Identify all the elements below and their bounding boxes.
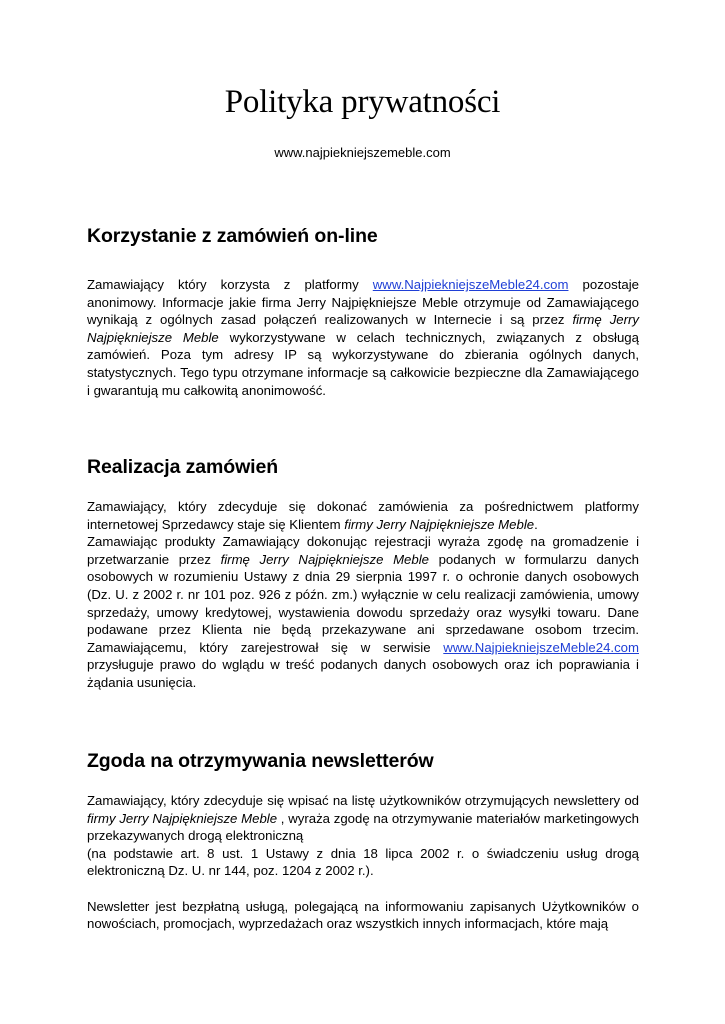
- text-span: przysługuje prawo do wglądu w treść podanych danych osobowych oraz ich poprawiania i żądania usunięcia.: [87, 657, 639, 690]
- service-link[interactable]: www.NajpiekniejszeMeble24.com: [443, 639, 639, 655]
- text-span: Zamawiający, który zdecyduje się wpisać na listę użytkowników otrzymujących newslettery od: [87, 793, 639, 808]
- section-heading-online-orders: Korzystanie z zamówień on-line: [87, 225, 378, 247]
- text-span: Zamawiający który korzysta z platformy: [87, 277, 373, 292]
- company-name-italic: firmy Jerry Najpiękniejsze Meble: [344, 516, 535, 532]
- section-online-orders: [87, 225, 639, 248]
- company-name-italic: firmę Jerry Najpiękniejsze Meble: [87, 312, 639, 345]
- paragraph-client: [87, 498, 639, 533]
- section-heading-newsletter: Zgoda na otrzymywania newsletterów: [87, 750, 434, 772]
- text-span: , wyraża zgodę na otrzymywanie materiałów marketingowych przekazywanych drogą elektroniczną: [87, 810, 639, 844]
- section-heading-order-fulfillment: Realizacja zamówień: [87, 456, 279, 478]
- text-span: wykorzystywane w celach technicznych, związanych z obsługą zamówień. Poza tym adresy IP są wykorzystywane do zbierania ogólnych danych, statystycznych. Tego typu otrzymane informacje są całkowicie bezpieczne dla Zamawiającego i gwarantują mu całkowitą anonimowość.: [87, 329, 639, 398]
- text-span: Zamawiający, który zdecyduje się dokonać zamówienia za pośrednictwem platformy internetowej Sprzedawcy staje się Klientem: [87, 499, 639, 532]
- section-online-orders-body: [87, 276, 639, 399]
- paragraph-newsletter-description: Newsletter jest bezpłatną usługą, polegającą na informowaniu zapisanych Użytkowników o nowościach, promocjach, wyprzedażach oraz wszystkich innych informacjach, które mają: [87, 898, 639, 932]
- text-span: .: [534, 516, 538, 532]
- section-newsletter-body: [87, 792, 639, 933]
- document-title: Polityka prywatności: [224, 84, 501, 120]
- paragraph-online-orders: [87, 276, 639, 399]
- section-order-fulfillment-body: [87, 498, 639, 692]
- text-span: podanych w formularzu danych osobowych w rozumieniu Ustawy z dnia 29 sierpnia 1997 r. o ochronie danych osobowych (Dz. U. z 2002 r. nr 101 poz. 926 z późn. zm.) wyłącznie w celu realizacji zamówienia, umowy sprzedaży, umowy kredytowej, wystawienia dowodu sprzedaży oraz wysyłki towaru. Dane podawane przez Klienta nie będą przekazywane ani sprzedawane osobom trzecim. Zamawiającemu, który zarejestrował się w serwisie: [87, 551, 639, 655]
- platform-link[interactable]: www.NajpiekniejszeMeble24.com: [372, 277, 569, 292]
- paragraph-legal-basis: (na podstawie art. 8 ust. 1 Ustawy z dnia 18 lipca 2002 r. o świadczeniu usług drogą elektroniczną Dz. U. nr 144, poz. 1204 z 2002 r.).: [87, 845, 639, 879]
- text-span: pozostaje anonimowy. Informacje jakie firma Jerry Najpiękniejsze Meble otrzymuje od Zamawiającego wynikają z ogólnych zasad połączeń realizowanych w Internecie i są przez: [87, 277, 639, 328]
- section-newsletter-consent: [87, 750, 639, 773]
- website-address: www.najpiekniejszemeble.com: [274, 145, 451, 160]
- company-name-italic: firmy Jerry Najpiękniejsze Meble: [87, 810, 278, 826]
- paragraph-personal-data: [87, 533, 639, 691]
- text-span: Zamawiając produkty Zamawiający dokonując rejestracji wyraża zgodę na gromadzenie i przetwarzanie przez: [87, 534, 639, 567]
- paragraph-newsletter-consent: [87, 792, 639, 845]
- section-order-fulfillment: [87, 456, 639, 479]
- company-name-italic: firmę Jerry Najpiękniejsze Meble: [220, 551, 429, 567]
